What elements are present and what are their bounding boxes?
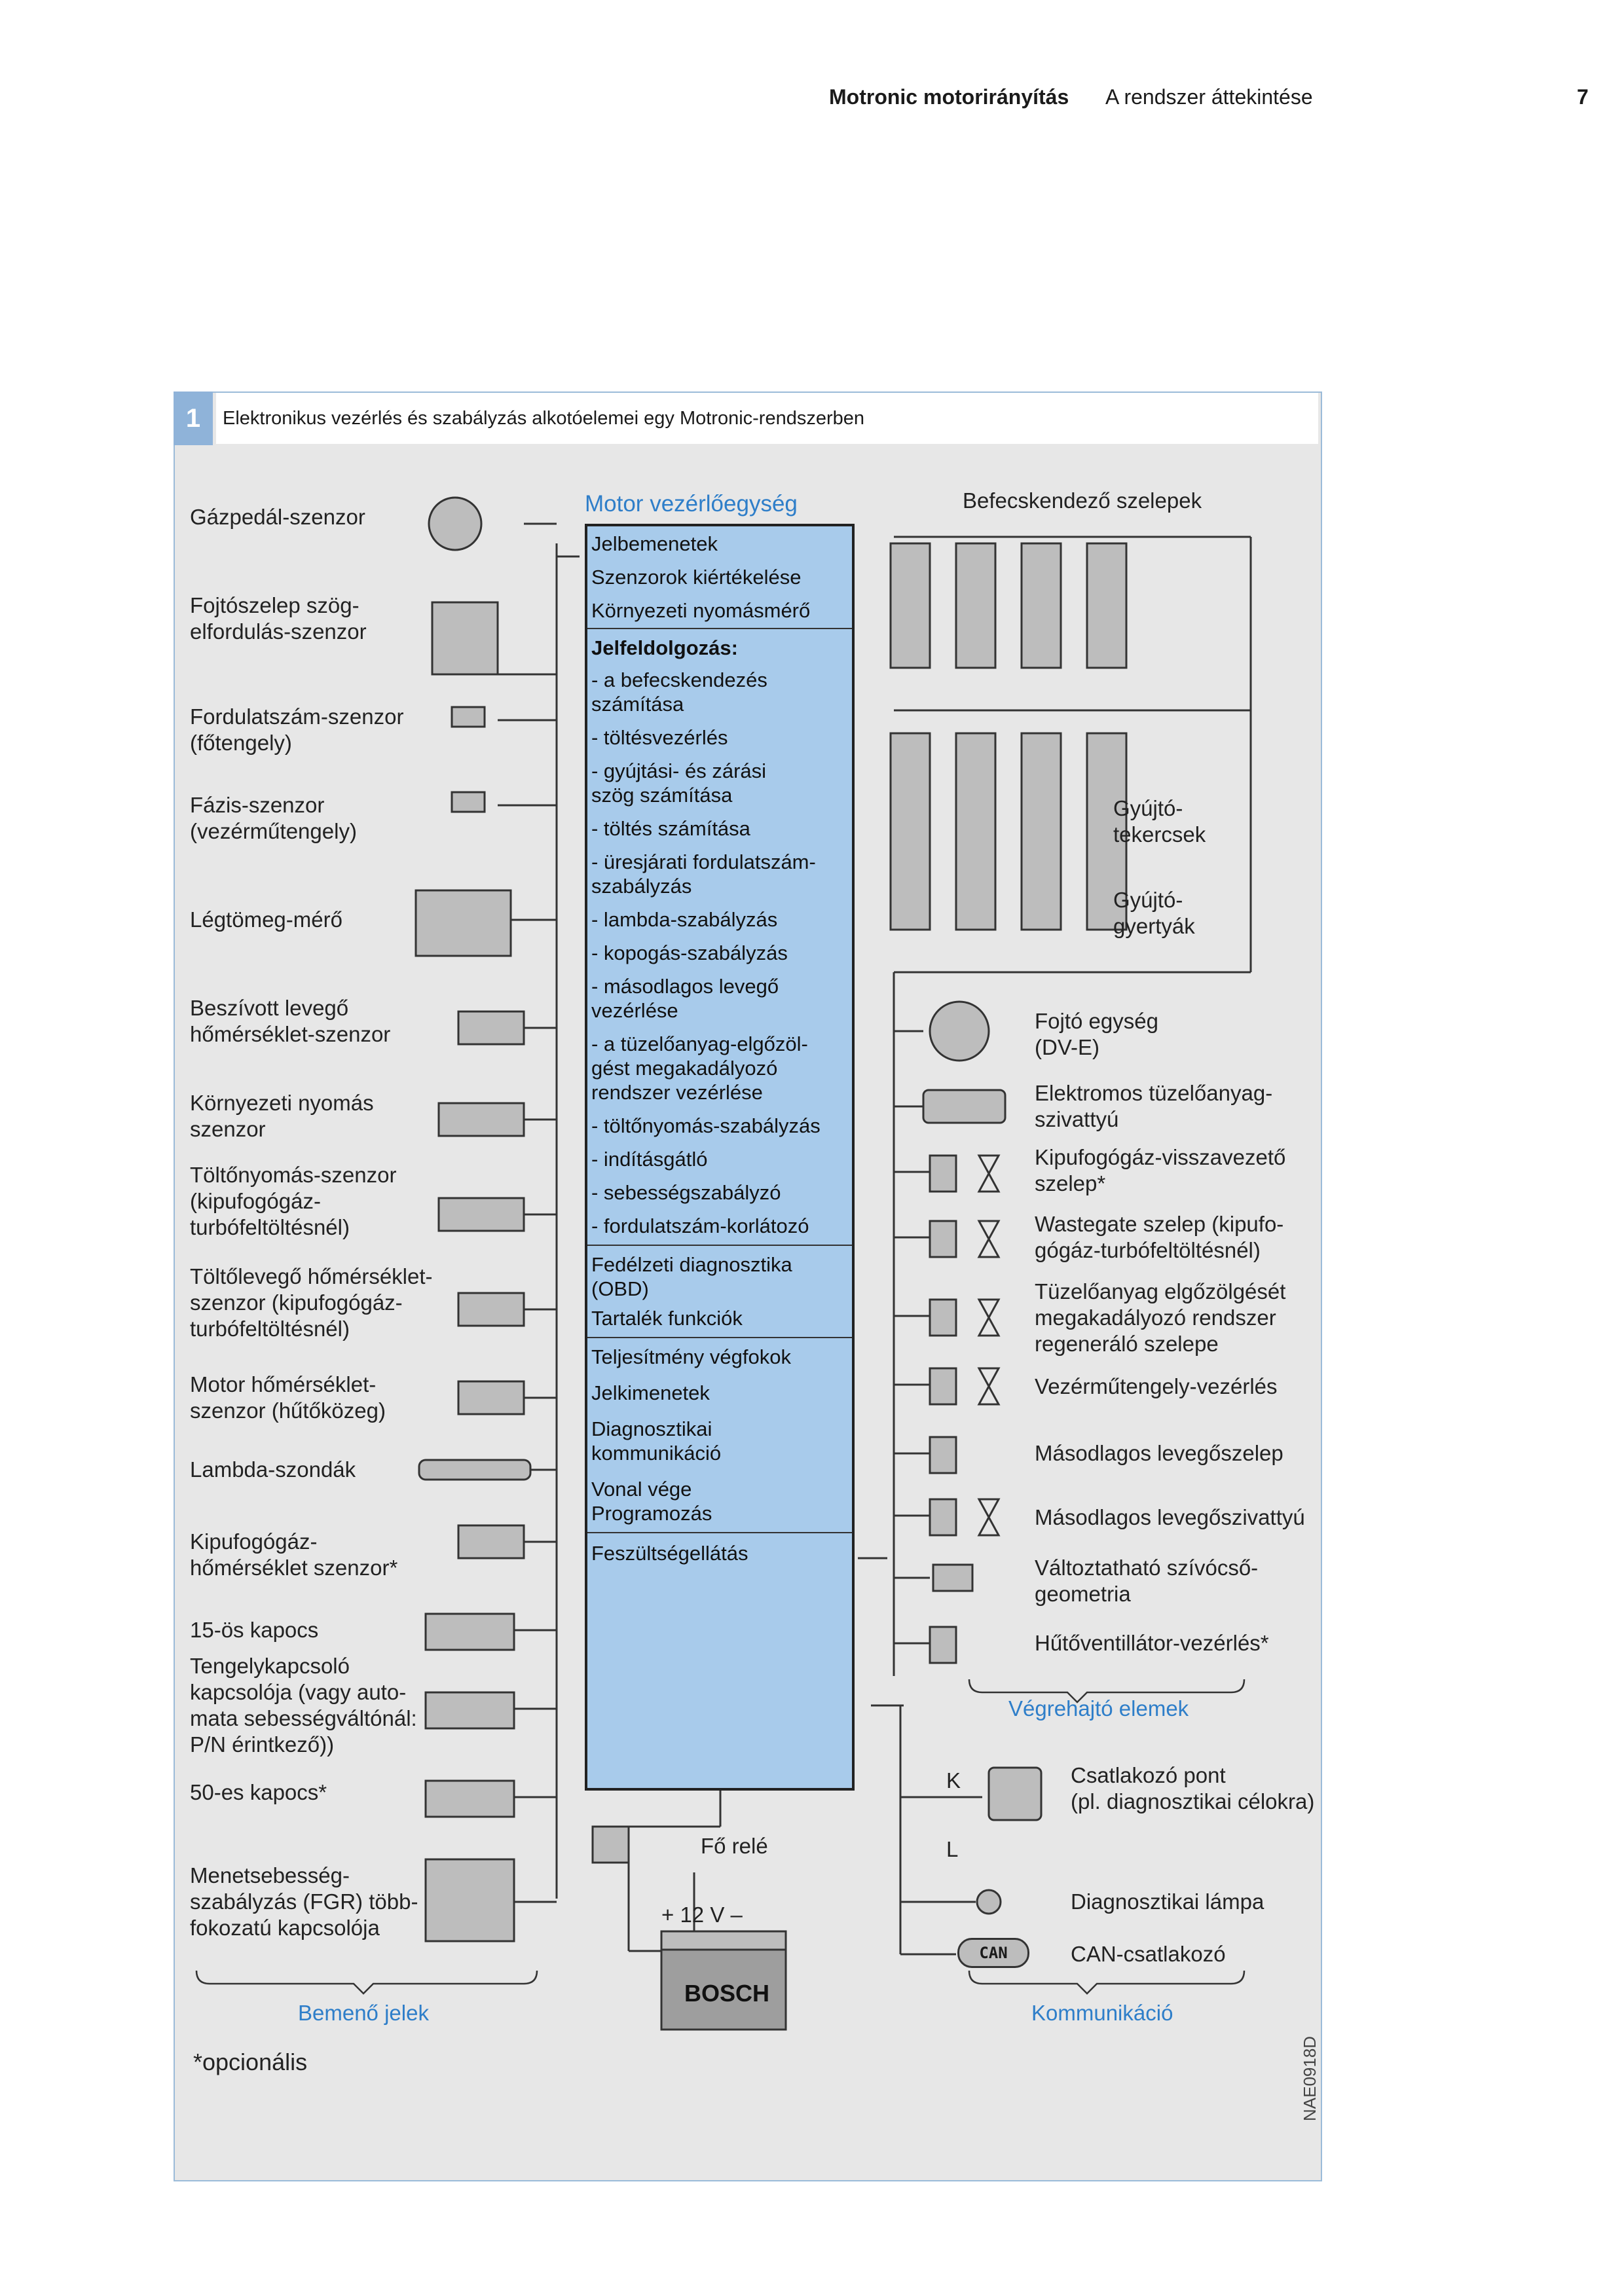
figure-number: 1 bbox=[174, 392, 213, 445]
input-engine-temp-sensor: Motor hőmérséklet- szenzor (hűtőközeg) bbox=[190, 1372, 386, 1423]
figure-code: NAE0918D bbox=[1300, 2035, 1320, 2121]
ignition-coils-label: Gyújtó- tekercsek bbox=[1113, 796, 1206, 847]
ecu-signal-inputs: Jelbemenetek bbox=[591, 532, 718, 555]
ecu-processing-item: - töltés számítása bbox=[591, 817, 750, 840]
communication-group-label: Kommunikáció bbox=[1031, 2001, 1173, 2025]
ecu-processing-item: - töltésvezérlés bbox=[591, 726, 728, 749]
input-boost-pressure-sensor: Töltőnyomás-szenzor (kipufogógáz- turbófeltöltésnél) bbox=[190, 1163, 397, 1239]
actuator-egr-valve: Kipufogógáz-visszavezető szelep* bbox=[1035, 1145, 1286, 1195]
actuator-cooling-fan: Hűtőventillátor-vezérlés* bbox=[1035, 1631, 1269, 1655]
ecu-backup-functions: Tartalék funkciók bbox=[591, 1307, 743, 1330]
ecu-ambient-pressure: Környezeti nyomásmérő bbox=[591, 599, 811, 622]
ecu-processing-item: - üresjárati fordulatszám- szabályzás bbox=[591, 850, 816, 898]
inputs-group-label: Bemenő jelek bbox=[298, 2001, 429, 2025]
input-exhaust-temp-sensor: Kipufogógáz- hőmérséklet szenzor* bbox=[190, 1529, 398, 1580]
input-intake-air-temp-sensor: Beszívott levegő hőmérséklet-szenzor bbox=[190, 996, 391, 1046]
page-number: 7 bbox=[1577, 85, 1589, 109]
ecu-processing-item: - kopogás-szabályzás bbox=[591, 941, 788, 964]
ecu-processing-item: - fordulatszám-korlátozó bbox=[591, 1214, 809, 1237]
can-connector-icon: CAN bbox=[957, 1938, 1029, 1968]
actuator-camshaft-control: Vezérműtengely-vezérlés bbox=[1035, 1374, 1278, 1398]
actuator-fuel-pump: Elektromos tüzelőanyag- szivattyú bbox=[1035, 1081, 1273, 1131]
ecu-power-supply: Feszültségellátás bbox=[591, 1542, 748, 1565]
ecu-eol-programming: Vonal vége Programozás bbox=[591, 1478, 712, 1525]
ecu-power-stages: Teljesítmény végfokok bbox=[591, 1345, 791, 1368]
can-connector-label: CAN-csatlakozó bbox=[1071, 1942, 1226, 1966]
ecu-processing-item: - másodlagos levegő vezérlése bbox=[591, 975, 779, 1022]
ecu-title: Motor vezérlőegység bbox=[585, 491, 798, 517]
actuator-secondary-air-valve: Másodlagos levegőszelep bbox=[1035, 1441, 1283, 1465]
ecu-obd: Fedélzeti diagnosztika (OBD) bbox=[591, 1253, 792, 1300]
ecu-processing-item: - a tüzelőanyag-elgőzöl- gést megakadályozó rendszer vezérlése bbox=[591, 1032, 808, 1104]
ecu-content bbox=[587, 526, 852, 1573]
figure-caption: Elektronikus vezérlés és szabályzás alkotóelemei egy Motronic-rendszerben bbox=[216, 393, 1318, 444]
input-cruise-control-switch: Menetsebesség- szabályzás (FGR) több- fokozatú kapcsolója bbox=[190, 1863, 418, 1940]
ecu-processing-item: - indításgátló bbox=[591, 1148, 708, 1171]
actuator-throttle-unit: Fojtó egység (DV-E) bbox=[1035, 1009, 1158, 1059]
actuator-evap-purge-valve: Tüzelőanyag elgőzölgését megakadályozó rendszer regeneráló szelepe bbox=[1035, 1279, 1286, 1356]
input-crankshaft-speed-sensor: Fordulatszám-szenzor (főtengely) bbox=[190, 704, 404, 755]
input-lambda-probes: Lambda-szondák bbox=[190, 1457, 356, 1482]
actuators-group-label: Végrehajtó elemek bbox=[1008, 1696, 1189, 1721]
input-air-mass-meter: Légtömeg-mérő bbox=[190, 907, 342, 932]
main-relay-label: Fő relé bbox=[701, 1834, 768, 1858]
ecu-processing-item: - lambda-szabályzás bbox=[591, 908, 778, 931]
ecu-processing-item: - a befecskendezés számítása bbox=[591, 668, 767, 716]
ecu-signal-outputs: Jelkimenetek bbox=[591, 1381, 710, 1404]
input-terminal-15: 15-ös kapocs bbox=[190, 1618, 319, 1642]
spark-plugs-label: Gyújtó- gyertyák bbox=[1113, 888, 1195, 938]
ecu-processing-item: - töltőnyomás-szabályzás bbox=[591, 1114, 821, 1137]
ecu-processing-item: - sebességszabályzó bbox=[591, 1181, 781, 1204]
battery-voltage-label: + 12 V – bbox=[661, 1903, 743, 1927]
input-ambient-pressure-sensor: Környezeti nyomás szenzor bbox=[190, 1091, 374, 1141]
actuator-wastegate: Wastegate szelep (kipufo- gógáz-turbófeltöltésnél) bbox=[1035, 1212, 1284, 1262]
running-subtitle: A rendszer áttekintése bbox=[1105, 85, 1313, 109]
input-gas-pedal-sensor: Gázpedál-szenzor bbox=[190, 505, 365, 529]
ecu-sensor-evaluation: Szenzorok kiértékelése bbox=[591, 566, 802, 589]
optional-note: *opcionális bbox=[193, 2049, 308, 2075]
ecu-processing-title: Jelfeldolgozás: bbox=[591, 636, 738, 659]
ecu-diagnostic-comm: Diagnosztikai kommunikáció bbox=[591, 1417, 722, 1465]
l-line-label: L bbox=[946, 1837, 959, 1861]
injectors-label: Befecskendező szelepek bbox=[963, 488, 1202, 513]
actuator-secondary-air-pump: Másodlagos levegőszivattyú bbox=[1035, 1505, 1305, 1529]
input-phase-sensor: Fázis-szenzor (vezérműtengely) bbox=[190, 793, 357, 843]
input-terminal-50: 50-es kapocs* bbox=[190, 1780, 327, 1804]
running-title: Motronic motorirányítás bbox=[829, 85, 1069, 109]
input-charge-air-temp-sensor: Töltőlevegő hőmérséklet- szenzor (kipufogógáz- turbófeltöltésnél) bbox=[190, 1264, 433, 1341]
battery-brand: BOSCH bbox=[684, 1980, 770, 2007]
actuator-variable-intake: Változtatható szívócső- geometria bbox=[1035, 1556, 1259, 1606]
input-clutch-switch: Tengelykapcsoló kapcsolója (vagy auto- mata sebességváltónál: P/N érintkező)) bbox=[190, 1654, 417, 1757]
input-throttle-angle-sensor: Fojtószelep szög- elfordulás-szenzor bbox=[190, 593, 367, 644]
diagnostic-lamp-label: Diagnosztikai lámpa bbox=[1071, 1889, 1264, 1914]
ecu-processing-item: - gyújtási- és zárási szög számítása bbox=[591, 759, 767, 807]
diagnostic-connector-label: Csatlakozó pont (pl. diagnosztikai célokra) bbox=[1071, 1763, 1315, 1813]
k-line-label: K bbox=[946, 1768, 961, 1793]
